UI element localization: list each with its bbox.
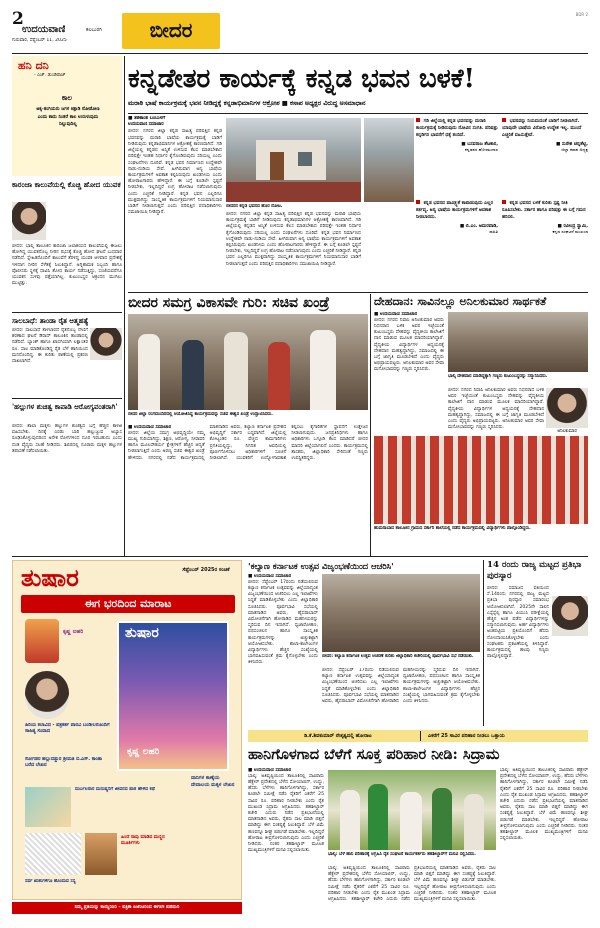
quote-2-role: ಜಿಲ್ಲಾ ಕಸಾಪ ಅಧ್ಯಕ್ಷ xyxy=(561,147,588,153)
utsav-body-wrap xyxy=(248,574,318,724)
page-number: 2 xyxy=(12,10,24,28)
quote-3-author: ■ ಬಿ.ಎಂ. ಅಮರವಾಡಿ, xyxy=(459,223,498,229)
ad-painting xyxy=(25,787,71,827)
ad-clay-image xyxy=(85,833,117,875)
compensation-caption: ಭಾಲ್ಕಿ: ಬೆಳೆ ಹಾನಿ ಪರಿಹಾರಕ್ಕೆ ಆಗ್ರಹಿಸಿ ರೈತ ಸಂಘಟನೆ ಕಾರ್ಯಕರ್ತರು ತಹಶೀಲ್ದಾರ್‌ಗೆ ಮನವಿ ಸಲ್ಲಿಸಿದರು. xyxy=(328,852,476,857)
dehadan-headline: ದೇಹದಾನ: ಸಾವಿನಲ್ಲೂ ಅನಿಲಕುಮಾರ ಸಾರ್ಥಕತೆ xyxy=(374,295,547,308)
lead-byline: ■ ಶಶಿಕಾಂತ ಬಂಬುಳಗೆ xyxy=(128,116,166,121)
lead-body-cont: ಬೀದರ: ನಗರದ ಜಿಲ್ಲಾ ಕನ್ನಡ ಸಾಹಿತ್ಯ ಪರಿಷತ್ತಿನ ಕನ್ನಡ ಭವನವನ್ನು ಮರಾಠಿ ಭಾಷೆಯ ಕಾರ್ಯಕ್ರಮಕ್ಕೆ ಬಾಡಿಗೆ ನೀಡಿರುವುದು ಕನ್ನಡಾಭಿಮಾನಿಗಳ ಆಕ್ರೋಶಕ್ಕೆ ಕಾರಣವಾಗಿದೆ. ಗಡಿ ಜಿಲ್ಲೆಯಲ್ಲಿ ಕನ್ನಡದ ಅಸ್ಮಿತೆ ಉಳಿಸುವ ಕೆಲಸ ಮಾಡಬೇಕಾದ ಪರಿಷತ್ತೇ ಇಂತಹ ನಿರ್ಧಾರ ಕೈಗೊಂಡಿರುವುದು ಸರಿಯಲ್ಲ ಎಂದು ಸಂಘಟನೆಗಳು ದೂರಿವೆ. ಕನ್ನಡ ಭವನ ನಿರ್ಮಾಣದ ಉದ್ದೇಶವೇ ನಾಡು-ನುಡಿಯ ಸೇವೆ. ಹೀಗಿರುವಾಗ ಅನ್ಯ ಭಾಷೆಯ ಕಾರ್ಯಕ್ರಮಗಳಿಗೆ ಅವಕಾಶ ಕಲ್ಪಿಸಿರುವುದು ಖಂಡನೀಯ ಎಂದು ಹೋರಾಟಗಾರರು ಹೇಳಿದ್ದಾರೆ. ಈ ಬಗ್ಗೆ ಕೂಡಲೇ ಸ್ಪಷ್ಟನೆ ನೀಡಬೇಕು, ಇಲ್ಲದಿದ್ದರೆ ಉಗ್ರ ಹೋರಾಟ ನಡೆಸಲಾಗುವುದು ಎಂದು ಎಚ್ಚರಿಕೆ ನೀಡಿದ್ದಾರೆ. ಕನ್ನಡ ಭವನ ಎಲ್ಲರಿಗೂ ಮುಕ್ತವಾಗಿದ್ದು ಸಾಂಸ್ಕೃತಿಕ ಕಾರ್ಯಕ್ರಮಗಳಿಗೆ ನಿಯಮಾನುಸಾರ ಬಾಡಿಗೆ ನೀಡಲಾಗುತ್ತದೆ ಎಂದು ಪರಿಷತ್ತಿನ ಪದಾಧಿಕಾರಿಗಳು ಸಮಜಾಯಿಷಿ ನೀಡಿದ್ದಾರೆ. xyxy=(226,212,361,267)
lead-body: ಬೀದರ: ನಗರದ ಜಿಲ್ಲಾ ಕನ್ನಡ ಸಾಹಿತ್ಯ ಪರಿಷತ್ತಿನ ಕನ್ನಡ ಭವನವನ್ನು ಮರಾಠಿ ಭಾಷೆಯ ಕಾರ್ಯಕ್ರಮಕ್ಕೆ ಬಾಡಿಗೆ ನೀಡಿರುವುದು ಕನ್ನಡಾಭಿಮಾನಿಗಳ ಆಕ್ರೋಶಕ್ಕೆ ಕಾರಣವಾಗಿದೆ. ಗಡಿ ಜಿಲ್ಲೆಯಲ್ಲಿ ಕನ್ನಡದ ಅಸ್ಮಿತೆ ಉಳಿಸುವ ಕೆಲಸ ಮಾಡಬೇಕಾದ ಪರಿಷತ್ತೇ ಇಂತಹ ನಿರ್ಧಾರ ಕೈಗೊಂಡಿರುವುದು ಸರಿಯಲ್ಲ ಎಂದು ಸಂಘಟನೆಗಳು ದೂರಿವೆ. ಕನ್ನಡ ಭವನ ನಿರ್ಮಾಣದ ಉದ್ದೇಶವೇ ನಾಡು-ನುಡಿಯ ಸೇವೆ. ಹೀಗಿರುವಾಗ ಅನ್ಯ ಭಾಷೆಯ ಕಾರ್ಯಕ್ರಮಗಳಿಗೆ ಅವಕಾಶ ಕಲ್ಪಿಸಿರುವುದು ಖಂಡನೀಯ ಎಂದು ಹೋರಾಟಗಾರರು ಹೇಳಿದ್ದಾರೆ. ಈ ಬಗ್ಗೆ ಕೂಡಲೇ ಸ್ಪಷ್ಟನೆ ನೀಡಬೇಕು, ಇಲ್ಲದಿದ್ದರೆ ಉಗ್ರ ಹೋರಾಟ ನಡೆಸಲಾಗುವುದು ಎಂದು ಎಚ್ಚರಿಕೆ ನೀಡಿದ್ದಾರೆ. ಕನ್ನಡ ಭವನ ಎಲ್ಲರಿಗೂ ಮುಕ್ತವಾಗಿದ್ದು ಸಾಂಸ್ಕೃತಿಕ ಕಾರ್ಯಕ್ರಮಗಳಿಗೆ ನಿಯಮಾನುಸಾರ ಬಾಡಿಗೆ ನೀಡಲಾಗುತ್ತದೆ ಎಂದು ಪರಿಷತ್ತಿನ ಪದಾಧಿಕಾರಿಗಳು ಸಮಜಾಯಿಷಿ ನೀಡಿದ್ದಾರೆ. xyxy=(128,129,222,216)
strip-left: ಡಿ.ಕೆ.ಶಿವಕುಮಾರ್ ನೇತೃತ್ವದಲ್ಲಿ ಹೋರಾಟ xyxy=(304,733,372,739)
dehadan-body-wrap xyxy=(374,312,444,404)
khandre-headline: ಬೀದರ ಸಮಗ್ರ ವಿಕಾಸವೇ ಗುರಿ: ಸಚಿವ ಖಂಡ್ರೆ xyxy=(128,295,330,311)
lead-body-col xyxy=(128,116,222,290)
compensation-photo xyxy=(328,770,496,850)
lead-dateline: ಉದಯವಾಣಿ ಸಮಾಚಾರ xyxy=(128,121,164,127)
left-story-3-body: ಬೀದರ: ಶಾಲಾ ಮಕ್ಕಳು ಹಲ್ಲುಗಳ ಶುಚಿತ್ವದ ಬಗ್ಗೆ ಹೆಚ್ಚಿನ ಕಾಳಜಿ ವಹಿಸಬೇಕು. ದಿನಕ್ಕೆ ಎರಡು ಬಾರಿ ಹಲ್ಲುಜ್ಜುವ ಅಭ್ಯಾಸ ರೂಢಿಸಿಕೊಳ್ಳುವುದರಿಂದ ಅನೇಕ ರೋಗಗಳಿಂದ ದೂರ ಇರಬಹುದು ಎಂದು ದಂತ ವೈದ್ಯರು ಸಲಹೆ ನೀಡಿದರು. ಶಿಬಿರದಲ್ಲಿ ನೂರಾರು ಮಕ್ಕಳ ಹಲ್ಲುಗಳ ತಪಾಸಣೆ ನಡೆಸಲಾಯಿತು. xyxy=(12,424,122,454)
hanidani-title: ಹನಿ ದನಿ xyxy=(18,59,49,72)
lead-headline: ಕನ್ನಡೇತರ ಕಾರ್ಯಕ್ಕೆ ಕನ್ನಡ ಭವನ ಬಳಕೆ! xyxy=(128,64,475,94)
ad-deity-image xyxy=(25,619,59,663)
lead-subhead xyxy=(128,99,588,112)
khandre-photo xyxy=(128,314,368,410)
strip-right: ಎಕರೆಗೆ 25 ಸಾವಿರ ಪರಿಹಾರ ನೀಡಲು ಒತ್ತಾಯ xyxy=(428,733,505,739)
section-title-box xyxy=(122,13,220,49)
ad-footer-bar xyxy=(12,902,242,914)
dehadan-photo-1 xyxy=(448,312,588,372)
left-story-2 xyxy=(12,316,122,396)
left-story-3 xyxy=(12,402,122,552)
compensation-body: ಭಾಲ್ಕಿ: ಅತಿವೃಷ್ಟಿಯಿಂದ ತಾಲೂಕಿನಲ್ಲಿ ಸಾವಿರಾರು ಹೆಕ್ಟೇರ್ ಪ್ರದೇಶದಲ್ಲಿ ಬೆಳೆದ ಸೋಯಾಬಿನ್, ಉದ್ದು, ಹೆಸರು ಬೆಳೆಗಳು ಹಾನಿಗೊಳಗಾಗಿದ್ದು, ಸರ್ಕಾರ ಕೂಡಲೇ ಸಮೀಕ್ಷೆ ನಡೆಸಿ ರೈತರಿಗೆ ಎಕರೆಗೆ 25 ಸಾವಿರ ರೂ. ಪರಿಹಾರ ನೀಡಬೇಕು ಎಂದು ರೈತ ಮುಖಂಡ ಸಿದ್ರಾಮ ಆಗ್ರಹಿಸಿದರು. ತಹಶೀಲ್ದಾರ್ ಕಚೇರಿ ಎದುರು ನಡೆದ ಪ್ರತಿಭಟನೆಯಲ್ಲಿ ಮಾತನಾಡಿದ ಅವರು, ರೈತರು ಸಾಲ ಮಾಡಿ ಬಿತ್ತನೆ ಮಾಡಿದ್ದು ಈಗ ಸಂಕಷ್ಟಕ್ಕೆ ಸಿಲುಕಿದ್ದಾರೆ. ಬೆಳೆ ವಿಮೆ ಹಣವನ್ನೂ ಶೀಘ್ರ ಬಿಡುಗಡೆ ಮಾಡಬೇಕು. ಇಲ್ಲದಿದ್ದರೆ ಹೋರಾಟ ತೀವ್ರಗೊಳಿಸಲಾಗುವುದು ಎಂದು ಎಚ್ಚರಿಕೆ ನೀಡಿದರು. ನಂತರ ತಹಶೀಲ್ದಾರ್ ಮೂಲಕ ಮುಖ್ಯಮಂತ್ರಿಗಳಿಗೆ ಮನವಿ ಸಲ್ಲಿಸಲಾಯಿತು. xyxy=(248,773,324,854)
ad-cover xyxy=(117,621,229,771)
quote-2-author: ■ ಸುರೇಶ ಚನ್ನಶೆಟ್ಟಿ, xyxy=(556,141,588,147)
utsav-headline: 'ಕಲ್ಯಾಣ ಕರ್ನಾಟಕ ಉತ್ಸವ ವಿಜೃಂಭಣೆಯಿಂದ ಆಚರಿಸಿ' xyxy=(248,561,394,571)
dehadan-dateline: ■ ಉದಯವಾಣಿ ಸಮಾಚಾರ xyxy=(374,312,418,317)
quote-box-4 xyxy=(502,200,588,282)
compensation-headline: ಹಾನಿಗೊಳಗಾದ ಬೆಳೆಗೆ ಸೂಕ್ತ ಪರಿಹಾರ ನೀಡಿ: ಸಿದ್ರಾಮ xyxy=(248,746,500,763)
page-header xyxy=(12,10,588,52)
ad-item-3: ದುರ್ಬಲರಾರ ಮನುಷ್ಯರಿಗೆ ಜೀವನದ ಪಾಠ ಹೇಳಿದ ಕಥೆ xyxy=(75,787,155,792)
ad-brand: ತುಷಾರ xyxy=(21,563,79,592)
quote-1-role: ಕನ್ನಡಪರ ಹೋರಾಟಗಾರ xyxy=(464,147,498,153)
quote-4-role: ಕನ್ನಡ ಸಂಘಟನೆ ಮುಖಂಡ xyxy=(552,229,588,235)
section-title: ಬೀದರ xyxy=(149,18,193,42)
paper-name: ಉದಯವಾಣಿ xyxy=(22,24,66,35)
dehadan-portrait xyxy=(546,388,588,428)
utsav-body-cont: ಬೀದರ: ಸೆಪ್ಟೆಂಬರ್ 17ರಂದು ನಡೆಯಲಿರುವ ಕಲ್ಯಾಣ ಕರ್ನಾಟಕ ಉತ್ಸವವನ್ನು ಜಿಲ್ಲೆಯಾದ್ಯಂತ ವಿಜೃಂಭಣೆಯಿಂದ ಆಚರಿಸಲು ಎಲ್ಲ ಇಲಾಖೆಗಳು ಸಿದ್ಧತೆ ಮಾಡಿಕೊಳ್ಳಬೇಕು ಎಂದು ಜಿಲ್ಲಾಧಿಕಾರಿ ಸೂಚಿಸಿದರು. ಪೂರ್ವಭಾವಿ ಸಭೆಯಲ್ಲಿ ಮಾತನಾಡಿದ ಅವರು, ಹೈದರಾಬಾದ್ ವಿಮೋಚನೆಗಾಗಿ ಹೋರಾಡಿದ ಮಹನೀಯರನ್ನು ಸ್ಮರಿಸುವ ದಿನ ಇದಾಗಿದೆ. ಧ್ವಜಾರೋಹಣ, ಪಥಸಂಚಲನ ಹಾಗೂ ಸಾಂಸ್ಕೃತಿಕ ಕಾರ್ಯಕ್ರಮಗಳನ್ನು ಅಚ್ಚುಕಟ್ಟಾಗಿ ಆಯೋಜಿಸಬೇಕು. ಶಾಲಾ-ಕಾಲೇಜುಗಳ ವಿದ್ಯಾರ್ಥಿಗಳು ಹೆಚ್ಚಿನ ಸಂಖ್ಯೆಯಲ್ಲಿ ಭಾಗವಹಿಸುವಂತೆ ಕ್ರಮ ಕೈಗೊಳ್ಳಬೇಕು ಎಂದು ತಿಳಿಸಿದರು. xyxy=(322,668,480,705)
award-body: ಬೀದರ: ಸಮಾಜದ ವತಿಯಿಂದ ಸೆ.14ರಂದು ನಗರದಲ್ಲಿ ರಾಜ್ಯ ಮಟ್ಟದ ಪ್ರತಿಭಾ ಪುರಸ್ಕಾರ ಸಮಾರಂಭ ಆಯೋಜಿಸಲಾಗಿದೆ. 2025ನೇ ಸಾಲಿನ ಎಸ್ಸೆಸ್ಸೆಲ್ಸಿ ಹಾಗೂ ಪಿಯುಸಿ ಪರೀಕ್ಷೆಯಲ್ಲಿ ಹೆಚ್ಚಿನ ಅಂಕ ಪಡೆದ ವಿದ್ಯಾರ್ಥಿಗಳನ್ನು ಸನ್ಮಾನಿಸಲಾಗುವುದು. ಅರ್ಹ ವಿದ್ಯಾರ್ಥಿಗಳು ಅಂಕಪಟ್ಟಿಯ ಪ್ರತಿಯೊಂದಿಗೆ ಹೆಸರು ನೋಂದಾಯಿಸಿಕೊಳ್ಳಬೇಕು ಎಂದು ಸಂಘಟಕರು ಪ್ರಕಟಣೆಯಲ್ಲಿ ತಿಳಿಸಿದ್ದಾರೆ. ಕಾರ್ಯಕ್ರಮದಲ್ಲಿ ಹಲವು ಗಣ್ಯರು ಪಾಲ್ಗೊಳ್ಳಲಿದ್ದಾರೆ. xyxy=(487,586,549,660)
ad-item-5: ಹಿಂದೆ ನಾವು ಮಾಡಿದ ಮಣ್ಣಿನ ಮೂರ್ತಿಗಳು xyxy=(121,835,165,847)
ad-item-1: ಹಿರಿಯ ಕಲಾವಿದ - ಪತ್ರಕರ್ತ ಪಾರವಿ ಬಂಡೀಲರೊಂದಿಗೆ ಸಾಹಿತ್ಯ ಸಂವಾದ xyxy=(25,723,110,735)
ad-issue: ಸೆಪ್ಟೆಂಬರ್ 2025ರ ಸಂಚಿಕೆ xyxy=(182,567,230,573)
lead-photo-caption: ಬೀದರನ ಕನ್ನಡ ಭವನದ ಹೊರ ನೋಟ. xyxy=(226,204,283,209)
compensation-dateline: ■ ಉದಯವಾಣಿ ಸಮಾಚಾರ xyxy=(248,768,292,773)
left-story-3-headline: 'ಹಲ್ಲುಗಳ ಶುಚಿತ್ವ ಕಾಪಾಡಿ ಆರೋಗ್ಯವಂತರಾಗಿ' xyxy=(12,402,118,411)
issue-date: ಗುರುವಾರ, ಸೆಪ್ಟೆಂಬರ್ 11, 2025 xyxy=(12,38,67,43)
dehadan-caption-2: ಹುಮನಾಬಾದ ತಾಲೂಕಿನ ಗ್ರಾಮದ ಸರ್ಕಾರಿ ಶಾಲೆಯಲ್ಲಿ ನಡೆದ ಕಾರ್ಯಕ್ರಮದಲ್ಲಿ ವಿದ್ಯಾರ್ಥಿಗಳು ಪಾಲ್ಗೊಂಡಿದ್ದರು. xyxy=(374,526,531,531)
lead-photo-2 xyxy=(364,118,414,202)
left-story-2-body: ಬೀದರ: ಸಾಲಬಾಧೆ ತಾಳಲಾರದೆ ರೈತನೊಬ್ಬ ನೇಣಿಗೆ ಶರಣಾದ ಘಟನೆ ಔರಾದ್ ತಾಲೂಕಿನ ತಾಂಡಾದಲ್ಲಿ ನಡೆದಿದೆ. ಬ್ಯಾಂಕ್ ಹಾಗೂ ಖಾಸಗಿಯಾಗಿ ಲಕ್ಷಾಂತರ ರೂ. ಸಾಲ ಮಾಡಿಕೊಂಡಿದ್ದ ರೈತ ಬೆಳೆ ಹಾನಿಯಿಂದ ಮನನೊಂದಿದ್ದ. ಈ ಕುರಿತು ಠಾಣೆಯಲ್ಲಿ ಪ್ರಕರಣ ದಾಖಲಾಗಿದೆ. xyxy=(12,328,88,365)
ad-cover-label: ಕೃಷ್ಣ ಲಹರಿ xyxy=(63,629,84,635)
quote-1-text: ಗಡಿ ಜಿಲ್ಲೆಯಲ್ಲಿ ಕನ್ನಡ ಭವನವನ್ನು ಮರಾಠಿ ಕಾರ್ಯಕ್ರಮಕ್ಕೆ ನೀಡಿರುವುದು ನೋವಿನ ಸಂಗತಿ. ಪರಿಷತ್ತು ಕನ್ನಡಿಗರ ಭಾವನೆಗೆ ಧಕ್ಕೆ ತಂದಿದೆ. xyxy=(416,119,498,139)
quote-4-author: ■ ರವೀಂದ್ರ ಸ್ವಾಮಿ, xyxy=(557,223,588,229)
utsav-caption: ಬೀದರ: ಕಲ್ಯಾಣ ಕರ್ನಾಟಕ ಉತ್ಸವ ಆಚರಣೆ ಕುರಿತು ಜಿಲ್ಲಾಧಿಕಾರಿ ಕಚೇರಿಯಲ್ಲಿ ಪೂರ್ವಭಾವಿ ಸಭೆ ನಡೆಯಿತು. xyxy=(322,654,474,659)
tushara-ad xyxy=(12,560,242,900)
story-strip xyxy=(248,730,588,742)
ad-cover-title: ಕೃಷ್ಣ ಲಹರಿ xyxy=(127,747,160,757)
ad-author-photo xyxy=(25,671,69,719)
compensation-body-wrap xyxy=(248,768,324,916)
left-story-1-photo xyxy=(12,202,46,240)
utsav-dateline: ■ ಉದಯವಾಣಿ ಸಮಾಚಾರ xyxy=(248,574,292,579)
ad-cover-brand: ತುಷಾರ xyxy=(125,625,159,641)
ad-item-2: ಸೋಗಡರ ಹಲ್ಲುದಡ್ಡುರ ಶ್ರೀಮತಿ ಬಿ.ಎಸ್. ಕಾಂತಾ ಬರೆದ ಲೇಖನ xyxy=(25,757,102,769)
dehadan-portrait-label: ಅನಿಲಕುಮಾರ xyxy=(557,429,577,434)
quote-1-author: ■ ಬಸವರಾಜ ಶೆಟಕಾರ, xyxy=(461,141,498,147)
ad-tagline-bar xyxy=(21,595,235,613)
khandre-caption: ಬೀದರ ಜಿಲ್ಲಾ ರಂಗಮಂದಿರದಲ್ಲಿ ಆಯೋಜಿಸಿದ್ದ ಕಾರ್ಯಕ್ರಮವನ್ನು ಸಚಿವ ಈಶ್ವರ ಖಂಡ್ರೆ ಉದ್ಘಾಟಿಸಿದರು. xyxy=(128,412,273,417)
quote-box-3 xyxy=(416,200,498,282)
left-story-2-headline: ಸಾಲಬಾಧೆ: ತಾಂಡಾ ರೈತ ಆತ್ಮಹತ್ಯೆ xyxy=(12,316,89,325)
khandre-dateline: ■ ಉದಯವಾಣಿ ಸಮಾಚಾರ xyxy=(128,425,172,430)
lead-photo xyxy=(226,118,361,202)
ad-item-6: ದಾನಿಗಳ ಕಾಣ್ಕೆಯ ದೇವಾಲಯ ಮಕ್ಕಳ ಲೇಖನ xyxy=(191,775,235,788)
quote-4-text: ಕನ್ನಡ ಭವನದ ಬಳಕೆ ಕುರಿತು ಸ್ಪಷ್ಟ ನೀತಿ ರೂಪಿಸಬೇಕು. ಸರ್ಕಾರ ಹಾಗೂ ಪರಿಷತ್ತು ಈ ಬಗ್ಗೆ ಗಮನ ಹರಿಸಲಿ. xyxy=(502,201,586,221)
utsav-body: ಬೀದರ: ಸೆಪ್ಟೆಂಬರ್ 17ರಂದು ನಡೆಯಲಿರುವ ಕಲ್ಯಾಣ ಕರ್ನಾಟಕ ಉತ್ಸವವನ್ನು ಜಿಲ್ಲೆಯಾದ್ಯಂತ ವಿಜೃಂಭಣೆಯಿಂದ ಆಚರಿಸಲು ಎಲ್ಲ ಇಲಾಖೆಗಳು ಸಿದ್ಧತೆ ಮಾಡಿಕೊಳ್ಳಬೇಕು ಎಂದು ಜಿಲ್ಲಾಧಿಕಾರಿ ಸೂಚಿಸಿದರು. ಪೂರ್ವಭಾವಿ ಸಭೆಯಲ್ಲಿ ಮಾತನಾಡಿದ ಅವರು, ಹೈದರಾಬಾದ್ ವಿಮೋಚನೆಗಾಗಿ ಹೋರಾಡಿದ ಮಹನೀಯರನ್ನು ಸ್ಮರಿಸುವ ದಿನ ಇದಾಗಿದೆ. ಧ್ವಜಾರೋಹಣ, ಪಥಸಂಚಲನ ಹಾಗೂ ಸಾಂಸ್ಕೃತಿಕ ಕಾರ್ಯಕ್ರಮಗಳನ್ನು ಅಚ್ಚುಕಟ್ಟಾಗಿ ಆಯೋಜಿಸಬೇಕು. ಶಾಲಾ-ಕಾಲೇಜುಗಳ ವಿದ್ಯಾರ್ಥಿಗಳು ಹೆಚ್ಚಿನ ಸಂಖ್ಯೆಯಲ್ಲಿ ಭಾಗವಹಿಸುವಂತೆ ಕ್ರಮ ಕೈಗೊಳ್ಳಬೇಕು ಎಂದು ತಿಳಿಸಿದರು. xyxy=(248,579,318,666)
dehadan-caption-1: ಭಾಲ್ಕಿ ದೇಹದಾನ ಮಾಡಿದ್ದಕ್ಕಾಗಿ ಗಣ್ಯರು ಕುಟುಂಬಸ್ಥರನ್ನು ಸನ್ಮಾನಿಸಿದರು. xyxy=(448,374,548,379)
hanidani-author: - ಎಚ್. ಡುಂಡಿರಾಜ್ xyxy=(34,73,66,78)
ad-sketch xyxy=(25,833,81,875)
compensation-body-side: ಭಾಲ್ಕಿ: ಅತಿವೃಷ್ಟಿಯಿಂದ ತಾಲೂಕಿನಲ್ಲಿ ಸಾವಿರಾರು ಹೆಕ್ಟೇರ್ ಪ್ರದೇಶದಲ್ಲಿ ಬೆಳೆದ ಸೋಯಾಬಿನ್, ಉದ್ದು, ಹೆಸರು ಬೆಳೆಗಳು ಹಾನಿಗೊಳಗಾಗಿದ್ದು, ಸರ್ಕಾರ ಕೂಡಲೇ ಸಮೀಕ್ಷೆ ನಡೆಸಿ ರೈತರಿಗೆ ಎಕರೆಗೆ 25 ಸಾವಿರ ರೂ. ಪರಿಹಾರ ನೀಡಬೇಕು ಎಂದು ರೈತ ಮುಖಂಡ ಸಿದ್ರಾಮ ಆಗ್ರಹಿಸಿದರು. ತಹಶೀಲ್ದಾರ್ ಕಚೇರಿ ಎದುರು ನಡೆದ ಪ್ರತಿಭಟನೆಯಲ್ಲಿ ಮಾತನಾಡಿದ ಅವರು, ರೈತರು ಸಾಲ ಮಾಡಿ ಬಿತ್ತನೆ ಮಾಡಿದ್ದು ಈಗ ಸಂಕಷ್ಟಕ್ಕೆ ಸಿಲುಕಿದ್ದಾರೆ. ಬೆಳೆ ವಿಮೆ ಹಣವನ್ನೂ ಶೀಘ್ರ ಬಿಡುಗಡೆ ಮಾಡಬೇಕು. ಇಲ್ಲದಿದ್ದರೆ ಹೋರಾಟ ತೀವ್ರಗೊಳಿಸಲಾಗುವುದು ಎಂದು ಎಚ್ಚರಿಕೆ ನೀಡಿದರು. ನಂತರ ತಹಶೀಲ್ದಾರ್ ಮೂಲಕ ಮುಖ್ಯಮಂತ್ರಿಗಳಿಗೆ ಮನವಿ ಸಲ್ಲಿಸಲಾಯಿತು. xyxy=(500,768,588,842)
left-story-1-body: ಬೀದರ: ಭಾಲ್ಕಿ ತಾಲೂಕಿನ ಕಾರಂಜಾ ಜಲಾಶಯದ ಕಾಲುವೆಯಲ್ಲಿ ಈಜಲು ಹೋಗಿದ್ದ ಯುವಕನೊಬ್ಬ ನೀರಿನ ರಭಸಕ್ಕೆ ಕೊಚ್ಚಿ ಹೋದ ಘಟನೆ ಬುಧವಾರ ನಡೆದಿದೆ. ಸ್ನೇಹಿತರೊಂದಿಗೆ ಕಾಲುವೆಗೆ ತೆರಳಿದ್ದ ಯುವಕ ಆಳವಾದ ಪ್ರದೇಶಕ್ಕೆ ಇಳಿದಾಗ ನೀರಿನ ಸೆಳೆತಕ್ಕೆ ಸಿಲುಕಿದ್ದಾನೆ. ಅಗ್ನಿಶಾಮಕ ಸಿಬ್ಬಂದಿ ಹಾಗೂ ಪೊಲೀಸರು ಸ್ಥಳಕ್ಕೆ ಧಾವಿಸಿ ಶೋಧ ಕಾರ್ಯ ನಡೆಸುತ್ತಿದ್ದು, ಸಂಜೆಯವರೆಗೂ ಯುವಕನ ಸುಳಿವು ಪತ್ತೆಯಾಗಿಲ್ಲ. ಕುಟುಂಬಸ್ಥರ ಆಕ್ರಂದನ ಮುಗಿಲು ಮುಟ್ಟಿತ್ತು. xyxy=(12,244,122,287)
compensation-body-cont: ಭಾಲ್ಕಿ: ಅತಿವೃಷ್ಟಿಯಿಂದ ತಾಲೂಕಿನಲ್ಲಿ ಸಾವಿರಾರು ಹೆಕ್ಟೇರ್ ಪ್ರದೇಶದಲ್ಲಿ ಬೆಳೆದ ಸೋಯಾಬಿನ್, ಉದ್ದು, ಹೆಸರು ಬೆಳೆಗಳು ಹಾನಿಗೊಳಗಾಗಿದ್ದು, ಸರ್ಕಾರ ಕೂಡಲೇ ಸಮೀಕ್ಷೆ ನಡೆಸಿ ರೈತರಿಗೆ ಎಕರೆಗೆ 25 ಸಾವಿರ ರೂ. ಪರಿಹಾರ ನೀಡಬೇಕು ಎಂದು ರೈತ ಮುಖಂಡ ಸಿದ್ರಾಮ ಆಗ್ರಹಿಸಿದರು. ತಹಶೀಲ್ದಾರ್ ಕಚೇರಿ ಎದುರು ನಡೆದ ಪ್ರತಿಭಟನೆಯಲ್ಲಿ ಮಾತನಾಡಿದ ಅವರು, ರೈತರು ಸಾಲ ಮಾಡಿ ಬಿತ್ತನೆ ಮಾಡಿದ್ದು ಈಗ ಸಂಕಷ್ಟಕ್ಕೆ ಸಿಲುಕಿದ್ದಾರೆ. ಬೆಳೆ ವಿಮೆ ಹಣವನ್ನೂ ಶೀಘ್ರ ಬಿಡುಗಡೆ ಮಾಡಬೇಕು. ಇಲ್ಲದಿದ್ದರೆ ಹೋರಾಟ ತೀವ್ರಗೊಳಿಸಲಾಗುವುದು ಎಂದು ಎಚ್ಚರಿಕೆ ನೀಡಿದರು. ನಂತರ ತಹಶೀಲ್ದಾರ್ ಮೂಲಕ ಮುಖ್ಯಮಂತ್ರಿಗಳಿಗೆ ಮನವಿ ಸಲ್ಲಿಸಲಾಯಿತು. xyxy=(328,866,496,903)
quote-2-text: ಭವನವನ್ನು ನಿಯಮದಂತೆ ಬಾಡಿಗೆ ನೀಡಲಾಗಿದೆ. ಯಾವುದೇ ಭಾಷೆಯ ವಿರೋಧಿ ಉದ್ದೇಶ ಇಲ್ಲ. ಮುಂದೆ ಎಚ್ಚರಿಕೆ ವಹಿಸುತ್ತೇವೆ. xyxy=(502,119,582,139)
khandre-body-wrap xyxy=(128,425,368,555)
lead-subhead-text: ಮರಾಠಿ ಭಾಷೆ ಕಾರ್ಯಕ್ರಮಕ್ಕೆ ಭವನ ನೀಡಿದ್ದಕ್ಕೆ ಕನ್ನಡಾಭಿಮಾನಿಗಳ ಆಕ್ರೋಶ ■ ಕಸಾಪ ಅಧ್ಯಕ್ಷರ ವಿರುದ್ಧ ಅಸಮಾಧಾನ xyxy=(128,99,366,107)
award-photo xyxy=(552,596,588,636)
left-story-2-photo xyxy=(90,328,122,360)
quote-box-2 xyxy=(502,118,588,196)
page-code: BDR 2 xyxy=(575,12,588,17)
hanidani-box xyxy=(12,56,122,176)
poem-text: ಅಕ್ಕ-ತಂಗಿಯರು ಜಗಳ ಕಿತ್ತಾಡಿ ನೋಡೋಣ ಎಂದು ಕಾದು ನಿಂತರೆ ಕಾಲ ಉರುಳುವುದು ನಿಲ್ಲುವುದಿಲ್ಲ xyxy=(36,107,100,127)
khandre-body: ಬೀದರ: ಜಿಲ್ಲೆಯ ಸಮಗ್ರ ಅಭಿವೃದ್ಧಿಯೇ ನಮ್ಮ ಮುಖ್ಯ ಗುರಿಯಾಗಿದ್ದು, ಶಿಕ್ಷಣ, ಆರೋಗ್ಯ, ನೀರಾವರಿ ಹಾಗೂ ಮೂಲಸೌಕರ್ಯ ಕ್ಷೇತ್ರಗಳಿಗೆ ಹೆಚ್ಚಿನ ಆದ್ಯತೆ ನೀಡಲಾಗುತ್ತಿದೆ ಎಂದು ಅರಣ್ಯ ಸಚಿವ ಈಶ್ವರ ಖಂಡ್ರೆ ಹೇಳಿದರು. ನಗರದಲ್ಲಿ ನಡೆದ ಕಾರ್ಯಕ್ರಮದಲ್ಲಿ ಮಾತನಾಡಿದ ಅವರು, ಕಲ್ಯಾಣ ಕರ್ನಾಟಕ ಪ್ರದೇಶದ ಅಭಿವೃದ್ಧಿಗೆ ಸರ್ಕಾರ ಬದ್ಧವಾಗಿದೆ. ಜಿಲ್ಲೆಯಲ್ಲಿ ಕೋಟ್ಯಂತರ ರೂ. ವೆಚ್ಚದ ಕಾಮಗಾರಿಗಳು ಪ್ರಗತಿಯಲ್ಲಿದ್ದು, ನಿಗದಿತ ಅವಧಿಯಲ್ಲಿ ಪೂರ್ಣಗೊಳಿಸಲು ಅಧಿಕಾರಿಗಳಿಗೆ ಸೂಚನೆ ನೀಡಲಾಗಿದೆ. ಯುವಕರಿಗೆ ಉದ್ಯೋಗಾವಕಾಶ ಕಲ್ಪಿಸಲು ಕೈಗಾರಿಕೆಗಳ ಸ್ಥಾಪನೆಗೆ ಉತ್ತೇಜನ ನೀಡಲಾಗುವುದು. ಜನಪ್ರತಿನಿಧಿಗಳು ಹಾಗೂ ಅಧಿಕಾರಿಗಳು ಒಗ್ಗೂಡಿ ಕೆಲಸ ಮಾಡಿದರೆ ಬೀದರ ಮಾದರಿ ಜಿಲ್ಲೆಯಾಗಲಿದೆ ಎಂದರು. ಕಾರ್ಯಕ್ರಮದಲ್ಲಿ ಶಾಸಕರು, ಜಿಲ್ಲಾಧಿಕಾರಿ ಸೇರಿದಂತೆ ಗಣ್ಯರು ಉಪಸ್ಥಿತರಿದ್ದರು. xyxy=(128,425,368,462)
left-story-1-headline: ಕಾರಂಜಾ ಕಾಲುವೆಯಲ್ಲಿ ಕೊಚ್ಚಿ ಹೋದ ಯುವಕ xyxy=(12,180,121,189)
dehadan-photo-2 xyxy=(374,436,588,524)
quote-3-text: ಕನ್ನಡ ಭವನದ ಪಾವಿತ್ರ್ಯತೆ ಕಾಪಾಡುವುದು ಎಲ್ಲರ ಕರ್ತವ್ಯ. ಅನ್ಯ ಭಾಷೆಯ ಕಾರ್ಯಕ್ರಮಗಳಿಗೆ ಅವಕಾಶ ನೀಡಬಾರದು. xyxy=(416,201,494,221)
dehadan-body-cont: ಬೀದರ: ನಗರದ ನಿವಾಸಿ ಅನಿಲಕುಮಾರ ಅವರು ನಿಧನರಾದ ಬಳಿಕ ಅವರ ಇಚ್ಛೆಯಂತೆ ಕುಟುಂಬಸ್ಥರು ದೇಹವನ್ನು ವೈದ್ಯಕೀಯ ಕಾಲೇಜಿಗೆ ದಾನ ಮಾಡುವ ಮೂಲಕ ಮಾದರಿಯಾಗಿದ್ದಾರೆ. ವೈದ್ಯಕೀಯ ವಿದ್ಯಾರ್ಥಿಗಳ ಅಧ್ಯಯನಕ್ಕೆ ದೇಹದಾನ ಮಹತ್ವದ್ದಾಗಿದ್ದು, ಸಮಾಜದಲ್ಲಿ ಈ ಬಗ್ಗೆ ಜಾಗೃತಿ ಮೂಡಬೇಕಿದೆ ಎಂದು ವೈದ್ಯರು ಅಭಿಪ್ರಾಯಪಟ್ಟರು. ಅನಿಲಕುಮಾರ ಅವರ ಸೇವಾ ಮನೋಭಾವವನ್ನು ಗಣ್ಯರು ಸ್ಮರಿಸಿದರು. xyxy=(448,388,544,431)
award-headline: 14 ರಂದು ರಾಜ್ಯ ಮಟ್ಟದ ಪ್ರತಿಭಾ ಪುರಸ್ಕಾರ xyxy=(487,560,582,581)
ad-footer: ನಿಮ್ಮ ಪ್ರತಿಯನ್ನು ಕಾಯ್ದಿರಿಸಿರಿ – ಪತ್ರಿಕಾ ಏಜೆಂಟರಿಂದ ಈಗಲೇ ಪಡೆಯಿರಿ xyxy=(74,905,180,910)
quote-3-role: ಸಾಹಿತಿ xyxy=(489,229,498,235)
quote-box-1 xyxy=(416,118,498,196)
utsav-photo xyxy=(322,574,480,652)
poem-title: ಕಾಲ xyxy=(61,94,73,102)
left-story-1 xyxy=(12,180,122,310)
edition-label: ಕಲಬುರಗಿ xyxy=(86,27,102,33)
ad-tagline: ಈಗ ಭರದಿಂದ ಮಾರಾಟ xyxy=(84,597,172,610)
dehadan-body: ಬೀದರ: ನಗರದ ನಿವಾಸಿ ಅನಿಲಕುಮಾರ ಅವರು ನಿಧನರಾದ ಬಳಿಕ ಅವರ ಇಚ್ಛೆಯಂತೆ ಕುಟುಂಬಸ್ಥರು ದೇಹವನ್ನು ವೈದ್ಯಕೀಯ ಕಾಲೇಜಿಗೆ ದಾನ ಮಾಡುವ ಮೂಲಕ ಮಾದರಿಯಾಗಿದ್ದಾರೆ. ವೈದ್ಯಕೀಯ ವಿದ್ಯಾರ್ಥಿಗಳ ಅಧ್ಯಯನಕ್ಕೆ ದೇಹದಾನ ಮಹತ್ವದ್ದಾಗಿದ್ದು, ಸಮಾಜದಲ್ಲಿ ಈ ಬಗ್ಗೆ ಜಾಗೃತಿ ಮೂಡಬೇಕಿದೆ ಎಂದು ವೈದ್ಯರು ಅಭಿಪ್ರಾಯಪಟ್ಟರು. ಅನಿಲಕುಮಾರ ಅವರ ಸೇವಾ ಮನೋಭಾವವನ್ನು ಗಣ್ಯರು ಸ್ಮರಿಸಿದರು. xyxy=(374,317,444,373)
ad-item-4: ಸರ್ವ ಋತುಗಳಿಗೂ ಹೊಂದುವ ಸಸ್ಯ xyxy=(25,879,76,884)
